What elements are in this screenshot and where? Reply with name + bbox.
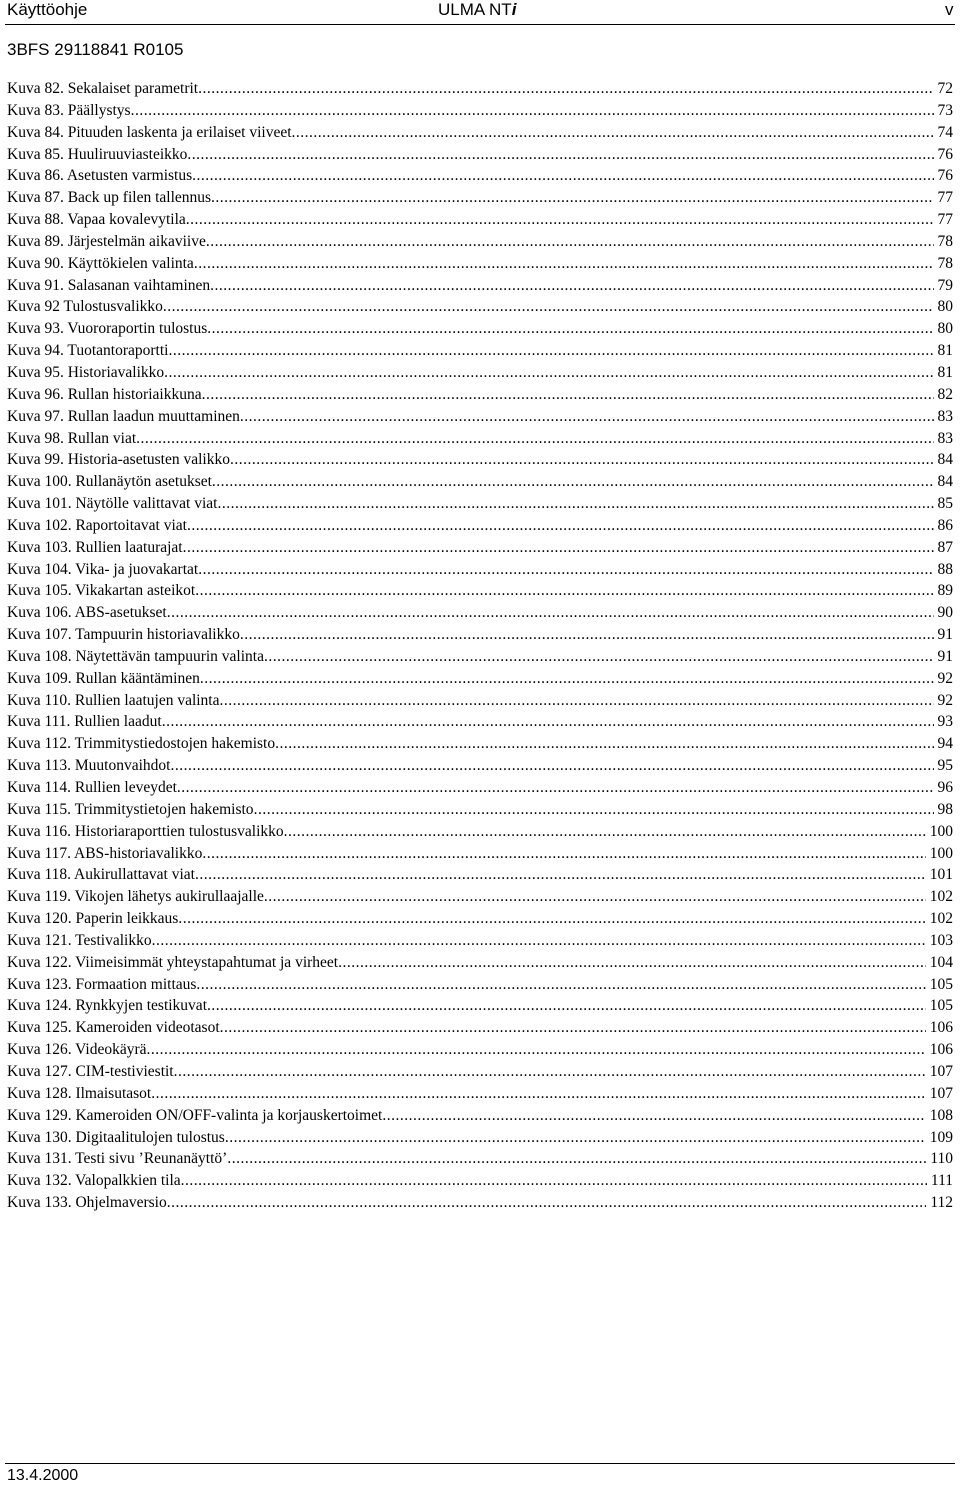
toc-leader-dots (254, 799, 934, 821)
toc-entry[interactable] (7, 1105, 953, 1127)
toc-entry[interactable] (7, 78, 953, 100)
toc-leader-dots (292, 122, 934, 144)
toc-entry-title: Kuva 99. Historia-asetusten valikko (7, 451, 230, 469)
header-manual-title: Käyttöohje (7, 0, 88, 19)
document-number: 3BFS 29118841 R0105 (7, 40, 184, 59)
toc-entry-title: Kuva 94. Tuotantoraportti (7, 342, 169, 360)
toc-leader-dots (227, 1148, 926, 1170)
toc-leader-dots (225, 1127, 926, 1149)
toc-entry[interactable] (7, 253, 953, 275)
toc-entry[interactable] (7, 362, 953, 384)
toc-entry-title: Kuva 92 Tulostusvalikko (7, 298, 163, 316)
toc-entry-page: 105 (929, 975, 953, 993)
toc-entry[interactable] (7, 1061, 953, 1083)
toc-entry-page: 110 (930, 1150, 953, 1168)
toc-entry-title: Kuva 104. Vika- ja juovakartat (7, 560, 199, 578)
toc-leader-dots (240, 406, 934, 428)
toc-entry-page: 76 (937, 145, 953, 163)
toc-entry[interactable] (7, 1127, 953, 1149)
toc-entry-title: Kuva 119. Vikojen lähetys aukirullaajalle (7, 888, 264, 906)
toc-entry-title: Kuva 113. Muutonvaihdot (7, 757, 171, 775)
toc-leader-dots (196, 974, 925, 996)
toc-leader-dots (147, 1039, 926, 1061)
toc-leader-dots (220, 1017, 926, 1039)
toc-entry[interactable] (7, 1083, 953, 1105)
toc-entry-page: 95 (937, 757, 953, 775)
toc-leader-dots (152, 930, 926, 952)
toc-entry-title: Kuva 115. Trimmitystietojen hakemisto (7, 800, 254, 818)
toc-leader-dots (206, 231, 934, 253)
toc-leader-dots (198, 559, 933, 581)
toc-entry-title: Kuva 131. Testi sivu ’Reunanäyttö’ (7, 1150, 228, 1168)
toc-entry[interactable] (7, 886, 953, 908)
toc-leader-dots (162, 711, 934, 733)
toc-leader-dots (170, 755, 933, 777)
toc-entry-title: Kuva 125. Kameroiden videotasot (7, 1019, 220, 1037)
toc-leader-dots (186, 209, 934, 231)
toc-entry[interactable] (7, 690, 953, 712)
toc-entry-page: 82 (937, 385, 953, 403)
toc-entry[interactable] (7, 1017, 953, 1039)
toc-entry-title: Kuva 123. Formaation mittaus (7, 975, 197, 993)
header-product-suffix: i (511, 0, 517, 19)
toc-entry-page: 83 (937, 429, 953, 447)
toc-entry[interactable] (7, 952, 953, 974)
toc-entry-page: 112 (930, 1194, 953, 1212)
toc-entry[interactable] (7, 406, 953, 428)
table-of-figures (7, 78, 953, 1214)
toc-entry[interactable] (7, 428, 953, 450)
toc-entry[interactable] (7, 559, 953, 581)
toc-entry-page: 79 (937, 276, 953, 294)
toc-entry-page: 73 (937, 101, 953, 119)
toc-entry-title: Kuva 120. Paperin leikkaus (7, 910, 179, 928)
toc-leader-dots (178, 908, 925, 930)
toc-entry-title: Kuva 116. Historiaraporttien tulostusvalikko (7, 822, 284, 840)
header-page-number: v (945, 0, 954, 19)
toc-entry[interactable] (7, 580, 953, 602)
toc-entry-page: 91 (937, 647, 953, 665)
toc-entry-page: 91 (937, 626, 953, 644)
toc-entry[interactable] (7, 646, 953, 668)
toc-entry-title: Kuva 101. Näytölle valittavat viat (7, 495, 218, 513)
toc-entry-title: Kuva 127. CIM-testiviestit (7, 1062, 174, 1080)
toc-entry-title: Kuva 121. Testivalikko (7, 931, 152, 949)
toc-leader-dots (275, 733, 933, 755)
toc-entry-page: 106 (929, 1041, 953, 1059)
toc-entry[interactable] (7, 384, 953, 406)
toc-entry-page: 101 (929, 866, 953, 884)
toc-leader-dots (264, 886, 926, 908)
toc-entry[interactable] (7, 340, 953, 362)
toc-entry-page: 100 (929, 844, 953, 862)
toc-entry-page: 78 (937, 254, 953, 272)
footer-date: 13.4.2000 (7, 1467, 79, 1484)
toc-entry[interactable] (7, 1192, 953, 1214)
footer-divider (5, 1463, 955, 1464)
toc-entry[interactable] (7, 296, 953, 318)
toc-entry[interactable] (7, 1148, 953, 1170)
toc-entry-page: 100 (929, 822, 953, 840)
toc-entry-title: Kuva 100. Rullanäytön asetukset (7, 473, 212, 491)
toc-entry-title: Kuva 118. Aukirullattavat viat (7, 866, 195, 884)
toc-entry-title: Kuva 117. ABS-historiavalikko (7, 844, 203, 862)
toc-entry[interactable] (7, 930, 953, 952)
toc-leader-dots (164, 362, 933, 384)
toc-entry-page: 102 (929, 910, 953, 928)
toc-leader-dots (167, 602, 934, 624)
toc-entry[interactable] (7, 165, 953, 187)
toc-leader-dots (210, 275, 933, 297)
toc-leader-dots (338, 952, 926, 974)
toc-entry-page: 109 (929, 1128, 953, 1146)
toc-entry-page: 90 (937, 604, 953, 622)
toc-entry-title: Kuva 109. Rullan kääntäminen (7, 669, 200, 687)
toc-entry-page: 93 (937, 713, 953, 731)
toc-entry-page: 81 (937, 342, 953, 360)
toc-entry-page: 111 (930, 1172, 953, 1190)
toc-leader-dots (194, 253, 934, 275)
toc-entry-title: Kuva 124. Rynkkyjen testikuvat (7, 997, 207, 1015)
toc-entry-page: 98 (937, 800, 953, 818)
toc-leader-dots (187, 515, 934, 537)
toc-entry-title: Kuva 95. Historiavalikko (7, 363, 165, 381)
toc-leader-dots (382, 1105, 925, 1127)
header-product-name (438, 0, 516, 20)
toc-entry[interactable] (7, 821, 953, 843)
toc-entry-title: Kuva 87. Back up filen tallennus (7, 189, 212, 207)
toc-entry-title: Kuva 96. Rullan historiaikkuna (7, 385, 202, 403)
toc-entry[interactable] (7, 668, 953, 690)
toc-entry-title: Kuva 122. Viimeisimmät yhteystapahtumat ja virheet (7, 953, 339, 971)
toc-entry[interactable] (7, 1039, 953, 1061)
toc-entry-title: Kuva 97. Rullan laadun muuttaminen (7, 407, 240, 425)
toc-entry-page: 88 (937, 560, 953, 578)
toc-entry-title: Kuva 106. ABS-asetukset (7, 604, 167, 622)
toc-leader-dots (187, 144, 933, 166)
toc-entry-title: Kuva 133. Ohjelmaversio (7, 1194, 167, 1212)
header-divider (5, 24, 955, 25)
toc-entry[interactable] (7, 995, 953, 1017)
toc-entry-page: 77 (937, 211, 953, 229)
toc-entry-page: 94 (937, 735, 953, 753)
toc-entry[interactable] (7, 908, 953, 930)
toc-leader-dots (167, 1192, 927, 1214)
toc-entry-title: Kuva 105. Vikakartan asteikot (7, 582, 196, 600)
toc-entry-page: 77 (937, 189, 953, 207)
toc-leader-dots (131, 100, 934, 122)
toc-leader-dots (207, 318, 933, 340)
toc-entry-title: Kuva 126. Videokäyrä (7, 1041, 147, 1059)
toc-leader-dots (195, 864, 926, 886)
toc-entry-title: Kuva 114. Rullien leveydet (7, 779, 177, 796)
toc-leader-dots (192, 165, 933, 187)
toc-entry-title: Kuva 89. Järjestelmän aikaviive (7, 232, 206, 250)
toc-entry-page: 85 (937, 495, 953, 513)
toc-entry-title: Kuva 93. Vuororaportin tulostus (7, 320, 208, 338)
toc-entry-title: Kuva 107. Tampuurin historiavalikko (7, 626, 240, 644)
toc-leader-dots (284, 821, 926, 843)
toc-entry-title: Kuva 90. Käyttökielen valinta (7, 254, 194, 272)
toc-leader-dots (163, 296, 934, 318)
toc-entry[interactable] (7, 733, 953, 755)
toc-entry[interactable] (7, 799, 953, 821)
toc-entry-page: 76 (937, 167, 953, 185)
toc-entry-page: 96 (937, 779, 953, 796)
toc-entry-page: 107 (929, 1084, 953, 1102)
toc-entry-title: Kuva 84. Pituuden laskenta ja erilaiset viiveet (7, 123, 292, 141)
toc-entry-title: Kuva 108. Näytettävän tampuurin valinta (7, 647, 264, 665)
toc-entry-page: 104 (929, 953, 953, 971)
toc-entry[interactable] (7, 318, 953, 340)
toc-leader-dots (217, 493, 933, 515)
toc-entry-page: 92 (937, 691, 953, 709)
toc-entry-page: 84 (937, 451, 953, 469)
toc-entry-title: Kuva 129. Kameroiden ON/OFF-valinta ja korjauskertoimet (7, 1106, 383, 1124)
toc-entry-title: Kuva 132. Valopalkkien tila (7, 1172, 181, 1190)
toc-leader-dots (195, 580, 933, 602)
toc-leader-dots (183, 537, 934, 559)
toc-leader-dots (136, 428, 933, 450)
toc-entry-title: Kuva 82. Sekalaiset parametrit (7, 80, 199, 97)
toc-leader-dots (202, 843, 925, 865)
toc-entry[interactable] (7, 144, 953, 166)
toc-entry-title: Kuva 83. Päällystys (7, 101, 131, 119)
toc-entry-page: 80 (937, 320, 953, 338)
toc-entry[interactable] (7, 777, 953, 799)
toc-entry[interactable] (7, 711, 953, 733)
toc-entry[interactable] (7, 537, 953, 559)
toc-entry-title: Kuva 103. Rullien laaturajat (7, 538, 183, 556)
toc-entry-page: 80 (937, 298, 953, 316)
toc-entry-title: Kuva 111. Rullien laadut (7, 713, 162, 731)
toc-entry-page: 84 (937, 473, 953, 491)
toc-entry-page: 83 (937, 407, 953, 425)
toc-leader-dots (151, 1083, 926, 1105)
toc-entry[interactable] (7, 1170, 953, 1192)
page-header (0, 0, 960, 22)
toc-entry[interactable] (7, 864, 953, 886)
toc-entry-title: Kuva 98. Rullan viat (7, 429, 137, 447)
toc-leader-dots (264, 646, 934, 668)
toc-leader-dots (220, 690, 934, 712)
toc-entry[interactable] (7, 100, 953, 122)
toc-entry-title: Kuva 110. Rullien laatujen valinta (7, 691, 220, 709)
header-product-text: ULMA NT (438, 0, 512, 19)
toc-entry-page: 81 (937, 363, 953, 381)
toc-entry-page: 108 (929, 1106, 953, 1124)
toc-entry-page: 106 (929, 1019, 953, 1037)
toc-leader-dots (200, 668, 934, 690)
toc-leader-dots (240, 624, 934, 646)
toc-entry[interactable] (7, 493, 953, 515)
toc-leader-dots (174, 1061, 926, 1083)
toc-entry[interactable] (7, 471, 953, 493)
toc-entry-title: Kuva 85. Huuliruuviasteikko (7, 145, 188, 163)
toc-leader-dots (181, 1170, 927, 1192)
toc-entry[interactable] (7, 231, 953, 253)
toc-entry[interactable] (7, 843, 953, 865)
toc-leader-dots (177, 777, 934, 799)
toc-leader-dots (230, 449, 934, 471)
toc-entry[interactable] (7, 209, 953, 231)
toc-leader-dots (198, 78, 933, 100)
toc-entry-page: 92 (937, 669, 953, 687)
toc-entry-title: Kuva 112. Trimmitystiedostojen hakemisto (7, 735, 276, 753)
toc-entry-page: 89 (937, 582, 953, 600)
toc-entry-page: 74 (937, 123, 953, 141)
toc-leader-dots (212, 471, 934, 493)
toc-entry-title: Kuva 88. Vapaa kovalevytila (7, 211, 186, 229)
toc-entry[interactable] (7, 602, 953, 624)
toc-entry-title: Kuva 86. Asetusten varmistus (7, 167, 193, 185)
toc-entry-page: 102 (929, 888, 953, 906)
toc-entry-page: 103 (929, 931, 953, 949)
toc-entry-page: 86 (937, 516, 953, 534)
toc-leader-dots (168, 340, 933, 362)
toc-entry[interactable] (7, 187, 953, 209)
toc-entry[interactable] (7, 974, 953, 996)
toc-entry-page: 87 (937, 538, 953, 556)
toc-leader-dots (211, 187, 933, 209)
toc-entry[interactable] (7, 275, 953, 297)
toc-entry-title: Kuva 91. Salasanan vaihtaminen (7, 276, 211, 294)
toc-entry-title: Kuva 130. Digitaalitulojen tulostus (7, 1128, 225, 1146)
toc-entry-page: 78 (937, 232, 953, 250)
toc-entry-page: 107 (929, 1062, 953, 1080)
toc-entry[interactable] (7, 122, 953, 144)
toc-entry-page: 72 (937, 80, 953, 97)
toc-leader-dots (202, 384, 934, 406)
toc-entry[interactable] (7, 624, 953, 646)
toc-entry[interactable] (7, 755, 953, 777)
toc-entry[interactable] (7, 515, 953, 537)
toc-leader-dots (207, 995, 926, 1017)
toc-entry-title: Kuva 102. Raportoitavat viat (7, 516, 187, 534)
toc-entry-page: 105 (929, 997, 953, 1015)
toc-entry[interactable] (7, 449, 953, 471)
toc-entry-title: Kuva 128. Ilmaisutasot (7, 1084, 152, 1102)
